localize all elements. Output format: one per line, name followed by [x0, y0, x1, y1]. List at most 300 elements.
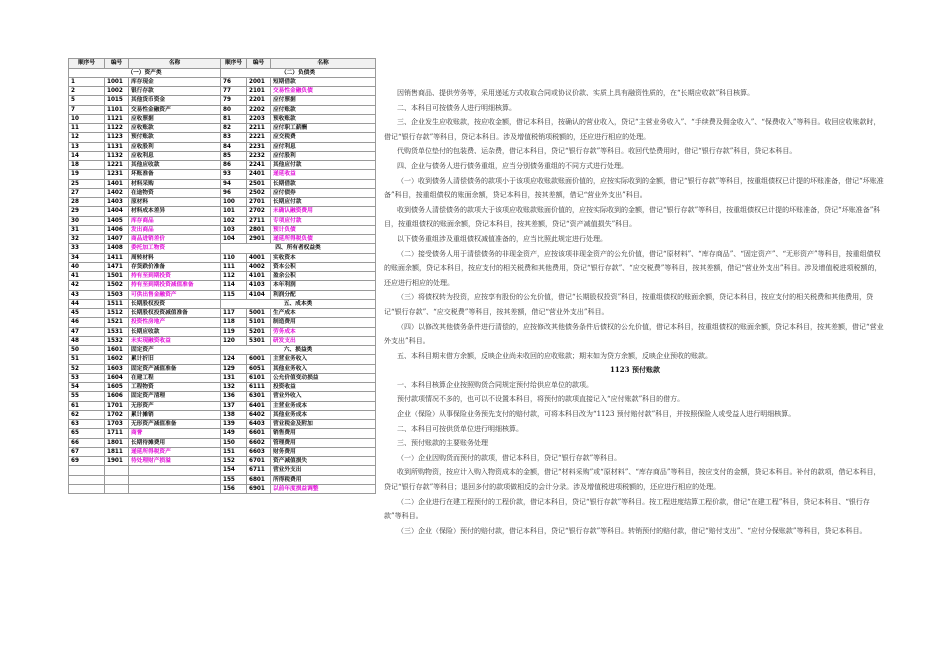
name-cell: 预收账款 [271, 114, 376, 123]
seq-cell: 27 [69, 188, 105, 197]
seq-cell: 104 [221, 235, 247, 244]
code-cell: 4002 [247, 262, 271, 271]
code-cell: 1001 [105, 77, 129, 86]
code-cell: 6001 [247, 355, 271, 364]
code-cell: 1402 [105, 188, 129, 197]
name-cell: 其他应付款 [271, 161, 376, 170]
name-cell: 本年利润 [271, 281, 376, 290]
seq-cell: 2 [69, 87, 105, 96]
seq-cell: 112 [221, 272, 247, 281]
seq-cell: 48 [69, 336, 105, 345]
code-cell: 1512 [105, 309, 129, 318]
code-cell: 6101 [247, 373, 271, 382]
paragraph: 以下债务重组涉及重组债权减值准备的，应当比照此规定进行处理。 [397, 234, 607, 243]
code-cell: 2702 [247, 207, 271, 216]
code-cell: 1604 [105, 373, 129, 382]
name-cell: 固定资产清理 [129, 392, 221, 401]
table-row [69, 133, 376, 142]
name-cell: 长期待摊费用 [129, 438, 221, 447]
table-row [69, 392, 376, 401]
seq-cell: 83 [221, 133, 247, 142]
name-cell: 专项应付款 [271, 216, 376, 225]
code-cell: 6602 [247, 438, 271, 447]
code-cell: 6711 [247, 466, 271, 475]
table-row [69, 457, 376, 466]
code-cell: 5101 [247, 318, 271, 327]
code-cell: 1408 [105, 244, 129, 253]
section-heading-cell: 五、成本类 [221, 299, 376, 308]
header-code-left: 编号 [105, 59, 129, 69]
paragraph: 收到所购物资，按应计入购入物资成本的金额，借记“材料采购”或“原材料”、“库存商品”等科目，按应支付的金额，贷记本科目。补付的款项，借记本科目，贷记“银行存款”等科目；退回多付的款项做相反的会计分录。涉及增值税进项税额的，还应进行相应的处理。 [384, 468, 881, 492]
code-cell: 1901 [105, 457, 129, 466]
table-row [69, 299, 376, 308]
name-cell: 制造费用 [271, 318, 376, 327]
seq-cell: 46 [69, 318, 105, 327]
header-seq-right: 顺序号 [221, 59, 247, 69]
section-heading-cell: （二）负债类 [221, 68, 376, 77]
seq-cell: 82 [221, 124, 247, 133]
code-cell: 1002 [105, 87, 129, 96]
seq-cell: 66 [69, 438, 105, 447]
seq-cell [69, 484, 105, 493]
seq-cell: 115 [221, 290, 247, 299]
table-row [69, 373, 376, 382]
code-cell: 1403 [105, 198, 129, 207]
name-cell [129, 475, 221, 484]
seq-cell: 5 [69, 96, 105, 105]
name-cell: 应付股利 [271, 151, 376, 160]
code-cell: 1404 [105, 207, 129, 216]
code-cell: 2901 [247, 235, 271, 244]
code-cell: 1101 [105, 105, 129, 114]
table-row [69, 198, 376, 207]
name-cell: 未实现融资收益 [129, 336, 221, 345]
header-seq-left: 顺序号 [69, 59, 105, 69]
code-cell: 2241 [247, 161, 271, 170]
seq-cell: 131 [221, 373, 247, 382]
name-cell: 资产减值损失 [271, 457, 376, 466]
code-cell: 2203 [247, 114, 271, 123]
name-cell: 应收票据 [129, 114, 221, 123]
chart-of-accounts-table [68, 58, 376, 494]
name-cell: 应付账款 [271, 105, 376, 114]
name-cell: 研发支出 [271, 336, 376, 345]
table-row [69, 438, 376, 447]
name-cell: 劳务成本 [271, 327, 376, 336]
section-heading-cell: 四、所有者权益类 [221, 244, 376, 253]
code-cell: 1531 [105, 327, 129, 336]
seq-cell: 86 [221, 161, 247, 170]
seq-cell: 18 [69, 161, 105, 170]
seq-cell: 94 [221, 179, 247, 188]
code-cell: 2711 [247, 216, 271, 225]
seq-cell: 29 [69, 207, 105, 216]
code-cell: 1801 [105, 438, 129, 447]
code-cell: 1121 [105, 114, 129, 123]
seq-cell: 96 [221, 188, 247, 197]
code-cell: 6111 [247, 383, 271, 392]
header-name-right: 名称 [271, 59, 376, 69]
name-cell: 应收账款 [129, 124, 221, 133]
code-cell: 2401 [247, 170, 271, 179]
table-row [69, 475, 376, 484]
name-cell: 利润分配 [271, 290, 376, 299]
header-name-left: 名称 [129, 59, 221, 69]
name-cell: 待处理财产损溢 [129, 457, 221, 466]
table-row [69, 318, 376, 327]
section-heading-cell: （一）资产类 [69, 68, 221, 77]
paragraph: （一）收到债务人清偿债务的款项小于该项应收账款账面价值的，应按实际收到的金额，借记“银行存款”等科目，按重组债权已计提的坏账准备，借记“坏账准备”科目，按重组债权的账面余额，贷记本科目，按其差额，借记“营业外支出”科目。 [384, 176, 884, 200]
name-cell: 盈余公积 [271, 272, 376, 281]
seq-cell: 149 [221, 429, 247, 438]
seq-cell: 54 [69, 383, 105, 392]
name-cell: 材料成本差异 [129, 207, 221, 216]
table-row [69, 151, 376, 160]
seq-cell: 139 [221, 420, 247, 429]
name-cell: 实收资本 [271, 253, 376, 262]
seq-cell: 154 [221, 466, 247, 475]
name-cell: 生产成本 [271, 309, 376, 318]
seq-cell: 79 [221, 96, 247, 105]
seq-cell: 156 [221, 484, 247, 493]
name-cell: 主营业务收入 [271, 355, 376, 364]
code-cell: 6401 [247, 401, 271, 410]
name-cell: 原材料 [129, 198, 221, 207]
name-cell: 持有至到期投资减值准备 [129, 281, 221, 290]
code-cell: 2101 [247, 87, 271, 96]
code-cell: 1015 [105, 96, 129, 105]
code-cell: 1511 [105, 299, 129, 308]
table-row [69, 188, 376, 197]
code-cell: 1701 [105, 401, 129, 410]
seq-cell: 81 [221, 114, 247, 123]
code-cell: 1132 [105, 151, 129, 160]
code-cell: 2221 [247, 133, 271, 142]
code-cell: 1221 [105, 161, 129, 170]
name-cell: 递延所得税资产 [129, 447, 221, 456]
seq-cell: 28 [69, 198, 105, 207]
code-cell: 6403 [247, 420, 271, 429]
paragraph: （四）以修改其他债务条件进行清偿的，应按修改其他债务条件后债权的公允价值，借记本科目，按重组债权的账面余额，贷记本科目，按其差额，借记“营业外支出”科目。 [384, 322, 884, 346]
name-cell: 其他应收款 [129, 161, 221, 170]
name-cell: 递延所得税负债 [271, 235, 376, 244]
code-cell: 6301 [247, 392, 271, 401]
seq-cell: 53 [69, 373, 105, 382]
seq-cell: 93 [221, 170, 247, 179]
name-cell: 应付票据 [271, 96, 376, 105]
code-cell: 1602 [105, 355, 129, 364]
section-title: 1123 预付账款 [610, 365, 660, 375]
name-cell: 以前年度损益调整 [271, 484, 376, 493]
table-row [69, 383, 376, 392]
seq-cell: 152 [221, 457, 247, 466]
header-code-right: 编号 [247, 59, 271, 69]
table-row [69, 114, 376, 123]
code-cell [105, 475, 129, 484]
seq-cell: 45 [69, 309, 105, 318]
table-body [69, 68, 376, 494]
name-cell: 应付利息 [271, 142, 376, 151]
seq-cell: 31 [69, 225, 105, 234]
code-cell: 5301 [247, 336, 271, 345]
code-cell: 6701 [247, 457, 271, 466]
table-row [69, 447, 376, 456]
paragraph: 二、本科目可按供货单位进行明细核算。 [397, 424, 523, 433]
code-cell: 1811 [105, 447, 129, 456]
paragraph: 因销售商品、提供劳务等，采用递延方式收取合同或协议价款、实质上具有融资性质的，在“长期应收款”科目核算。 [397, 89, 755, 97]
name-cell: 库存商品 [129, 216, 221, 225]
code-cell: 1471 [105, 262, 129, 271]
seq-cell: 41 [69, 272, 105, 281]
seq-cell: 120 [221, 336, 247, 345]
name-cell: 营业税金及附加 [271, 420, 376, 429]
table-row [69, 96, 376, 105]
table-row [69, 327, 376, 336]
seq-cell: 80 [221, 105, 247, 114]
name-cell: 无形资产减值准备 [129, 420, 221, 429]
name-cell: 投资收益 [271, 383, 376, 392]
name-cell: 材料采购 [129, 179, 221, 188]
paragraph: （一）企业因购货而预付的款项，借记本科目，贷记“银行存款”等科目。 [397, 453, 622, 462]
paragraph: 五、本科目期末借方余额，反映企业尚未收回的应收账款；期末如为贷方余额，反映企业预收的账款。 [397, 351, 712, 360]
table-row [69, 484, 376, 493]
name-cell: 应付职工薪酬 [271, 124, 376, 133]
table-row [69, 309, 376, 318]
name-cell: 累计折旧 [129, 355, 221, 364]
seq-cell: 61 [69, 401, 105, 410]
seq-cell: 50 [69, 346, 105, 355]
paragraph: 一、本科目核算企业按照购货合同规定预付给供应单位的款项。 [397, 380, 593, 389]
paragraph: （三）企业（保险）预付的赔付款，借记本科目，贷记“银行存款”等科目。转销预付的赔付款，借记“赔付支出”、“应付分保账款”等科目，贷记本科目。 [397, 526, 867, 535]
name-cell: 长期股权投资 [129, 299, 221, 308]
name-cell: 库存现金 [129, 77, 221, 86]
code-cell: 6402 [247, 410, 271, 419]
paragraph: 二、本科目可按债务人进行明细核算。 [397, 103, 516, 112]
seq-cell: 25 [69, 179, 105, 188]
table-row [69, 410, 376, 419]
name-cell: 累计摊销 [129, 410, 221, 419]
name-cell: 长期借款 [271, 179, 376, 188]
seq-cell: 32 [69, 235, 105, 244]
code-cell: 2211 [247, 124, 271, 133]
table-row [69, 346, 376, 355]
seq-cell: 77 [221, 87, 247, 96]
name-cell: 交易性金融负债 [271, 87, 376, 96]
seq-cell: 102 [221, 216, 247, 225]
name-cell: 无形资产 [129, 401, 221, 410]
name-cell: 营业外支出 [271, 466, 376, 475]
table-row [69, 105, 376, 114]
seq-cell: 136 [221, 392, 247, 401]
table-row [69, 290, 376, 299]
seq-cell: 110 [221, 253, 247, 262]
seq-cell: 30 [69, 216, 105, 225]
table-row [69, 225, 376, 234]
seq-cell: 117 [221, 309, 247, 318]
table-row [69, 170, 376, 179]
table-row [69, 355, 376, 364]
name-cell: 未确认融资费用 [271, 207, 376, 216]
table-row [69, 124, 376, 133]
code-cell: 2202 [247, 105, 271, 114]
seq-cell: 151 [221, 447, 247, 456]
seq-cell: 62 [69, 410, 105, 419]
code-cell: 1521 [105, 318, 129, 327]
paragraph: 预付款项情况不多的，也可以不设置本科目，将预付的款项直接记入“应付账款”科目的借方。 [397, 395, 685, 404]
code-cell: 5201 [247, 327, 271, 336]
name-cell: 营业外收入 [271, 392, 376, 401]
seq-cell: 52 [69, 364, 105, 373]
seq-cell: 111 [221, 262, 247, 271]
code-cell: 1407 [105, 235, 129, 244]
paragraph: （二）接受债务人用于清偿债务的非现金资产，应按该项非现金资产的公允价值，借记“原材料”、“库存商品”、“固定资产”、“无形资产”等科目，按重组债权的账面余额，贷记本科目，按应支付的相关税费和其他费用，贷记“银行存款”、“应交税费”等科目，按其差额，借记“营业外支出”科目。涉及增值税进项税额的，还应进行相应的处理。 [384, 249, 882, 287]
name-cell: 递延收益 [271, 170, 376, 179]
code-cell: 4103 [247, 281, 271, 290]
seq-cell: 119 [221, 327, 247, 336]
table-row [69, 87, 376, 96]
code-cell: 2701 [247, 198, 271, 207]
code-cell: 6601 [247, 429, 271, 438]
seq-cell [69, 466, 105, 475]
name-cell: 在建工程 [129, 373, 221, 382]
code-cell: 2801 [247, 225, 271, 234]
code-cell: 2201 [247, 96, 271, 105]
code-cell: 1122 [105, 124, 129, 133]
code-cell: 5001 [247, 309, 271, 318]
seq-cell: 42 [69, 281, 105, 290]
table-row [69, 235, 376, 244]
paragraph: （三）将债权转为投资，应按享有股份的公允价值，借记“长期股权投资”科目，按重组债权的账面余额，贷记本科目，按应支付的相关税费和其他费用，贷记“银行存款”、“应交税费”等科目，按其差额，借记“营业外支出”科目。 [384, 293, 874, 316]
seq-cell: 155 [221, 475, 247, 484]
name-cell: 发出商品 [129, 225, 221, 234]
seq-cell: 137 [221, 401, 247, 410]
code-cell: 1123 [105, 133, 129, 142]
chart-of-accounts-table-wrap [68, 58, 375, 494]
seq-cell: 51 [69, 355, 105, 364]
code-cell: 2231 [247, 142, 271, 151]
name-cell: 其他业务收入 [271, 364, 376, 373]
code-cell: 4101 [247, 272, 271, 281]
code-cell: 1606 [105, 392, 129, 401]
name-cell: 应交税费 [271, 133, 376, 142]
seq-cell: 132 [221, 383, 247, 392]
table-row [69, 68, 376, 77]
name-cell: 长期股权投资减值准备 [129, 309, 221, 318]
seq-cell: 13 [69, 142, 105, 151]
name-cell: 其他货币资金 [129, 96, 221, 105]
code-cell: 1605 [105, 383, 129, 392]
seq-cell: 34 [69, 253, 105, 262]
seq-cell: 67 [69, 447, 105, 456]
table-row [69, 142, 376, 151]
name-cell: 周转材料 [129, 253, 221, 262]
paragraph: （二）企业进行在建工程预付的工程价款，借记本科目，贷记“银行存款”等科目。按工程进度结算工程价款，借记“在建工程”科目，贷记本科目、“银行存款”等科目。 [384, 497, 870, 521]
paragraph: 四、企业与债务人进行债务重组，应当分别债务重组的不同方式进行处理。 [397, 161, 628, 170]
seq-cell: 129 [221, 364, 247, 373]
table-row [69, 262, 376, 271]
seq-cell: 40 [69, 262, 105, 271]
name-cell: 预计负债 [271, 225, 376, 234]
seq-cell: 55 [69, 392, 105, 401]
seq-cell [69, 475, 105, 484]
seq-cell: 11 [69, 124, 105, 133]
table-row [69, 244, 376, 253]
name-cell: 公允价值变动损益 [271, 373, 376, 382]
section-heading-cell: 六、损益类 [221, 346, 376, 355]
code-cell: 1603 [105, 364, 129, 373]
code-cell: 1406 [105, 225, 129, 234]
seq-cell: 47 [69, 327, 105, 336]
seq-cell: 85 [221, 151, 247, 160]
name-cell: 委托加工物资 [129, 244, 221, 253]
code-cell: 1405 [105, 216, 129, 225]
paragraph: 代购货单位垫付的包装费、运杂费，借记本科目，贷记“银行存款”等科目。收回代垫费用时，借记“银行存款”科目，贷记本科目。 [397, 147, 797, 156]
name-cell: 坏账准备 [129, 170, 221, 179]
name-cell: 工程物资 [129, 383, 221, 392]
name-cell: 短期借款 [271, 77, 376, 86]
seq-cell: 19 [69, 170, 105, 179]
seq-cell: 84 [221, 142, 247, 151]
name-cell: 在途物资 [129, 188, 221, 197]
code-cell: 1502 [105, 281, 129, 290]
name-cell: 所得税费用 [271, 475, 376, 484]
table-row [69, 364, 376, 373]
name-cell: 可供出售金融资产 [129, 290, 221, 299]
code-cell: 1131 [105, 142, 129, 151]
table-row [69, 216, 376, 225]
code-cell: 1501 [105, 272, 129, 281]
paragraph: 收到债务人清偿债务的款项大于该项应收账款账面价值的，应按实际收到的金额，借记“银行存款”等科目，按重组债权已计提的坏账准备，贷记“坏账准备”科目，按重组债权的账面余额，贷记本科目，按其差额，贷记“资产减值损失”科目。 [384, 205, 881, 229]
name-cell: 应收利息 [129, 151, 221, 160]
name-cell [129, 484, 221, 493]
seq-cell: 44 [69, 299, 105, 308]
name-cell: 交易性金融资产 [129, 105, 221, 114]
name-cell: 银行存款 [129, 87, 221, 96]
table-row [69, 281, 376, 290]
seq-cell: 100 [221, 198, 247, 207]
code-cell: 4104 [247, 290, 271, 299]
table-row [69, 272, 376, 281]
seq-cell: 1 [69, 77, 105, 86]
name-cell: 预付账款 [129, 133, 221, 142]
code-cell: 1231 [105, 170, 129, 179]
table-row [69, 179, 376, 188]
seq-cell: 10 [69, 114, 105, 123]
seq-cell: 33 [69, 244, 105, 253]
seq-cell: 76 [221, 77, 247, 86]
name-cell [129, 466, 221, 475]
name-cell: 持有至到期投资 [129, 272, 221, 281]
name-cell: 管理费用 [271, 438, 376, 447]
seq-cell: 114 [221, 281, 247, 290]
paragraph: 三、预付账款的主要账务处理 [397, 439, 488, 448]
code-cell: 1711 [105, 429, 129, 438]
code-cell: 1411 [105, 253, 129, 262]
paragraph: 企业（保险）从事保险业务预先支付的赔付款，可将本科目改为“1123 预付赔付款”科目，并按照保险人或受益人进行明细核算。 [397, 410, 796, 419]
seq-cell: 101 [221, 207, 247, 216]
table-row [69, 420, 376, 429]
name-cell: 商誉 [129, 429, 221, 438]
name-cell: 应收股利 [129, 142, 221, 151]
table-row [69, 207, 376, 216]
name-cell: 存货跌价准备 [129, 262, 221, 271]
table-row [69, 336, 376, 345]
name-cell: 商品进销差价 [129, 235, 221, 244]
name-cell: 财务费用 [271, 447, 376, 456]
paragraph: 三、企业发生应收账款，按应收金额，借记本科目，按确认的营业收入，贷记“主营业务收入”、“手续费及佣金收入”、“保费收入”等科目。收回应收账款时，借记“银行存款”等科目，贷记本科目。涉及增值税销项税额的，还应进行相应的处理。 [384, 118, 881, 141]
code-cell: 6801 [247, 475, 271, 484]
name-cell: 投资性房地产 [129, 318, 221, 327]
